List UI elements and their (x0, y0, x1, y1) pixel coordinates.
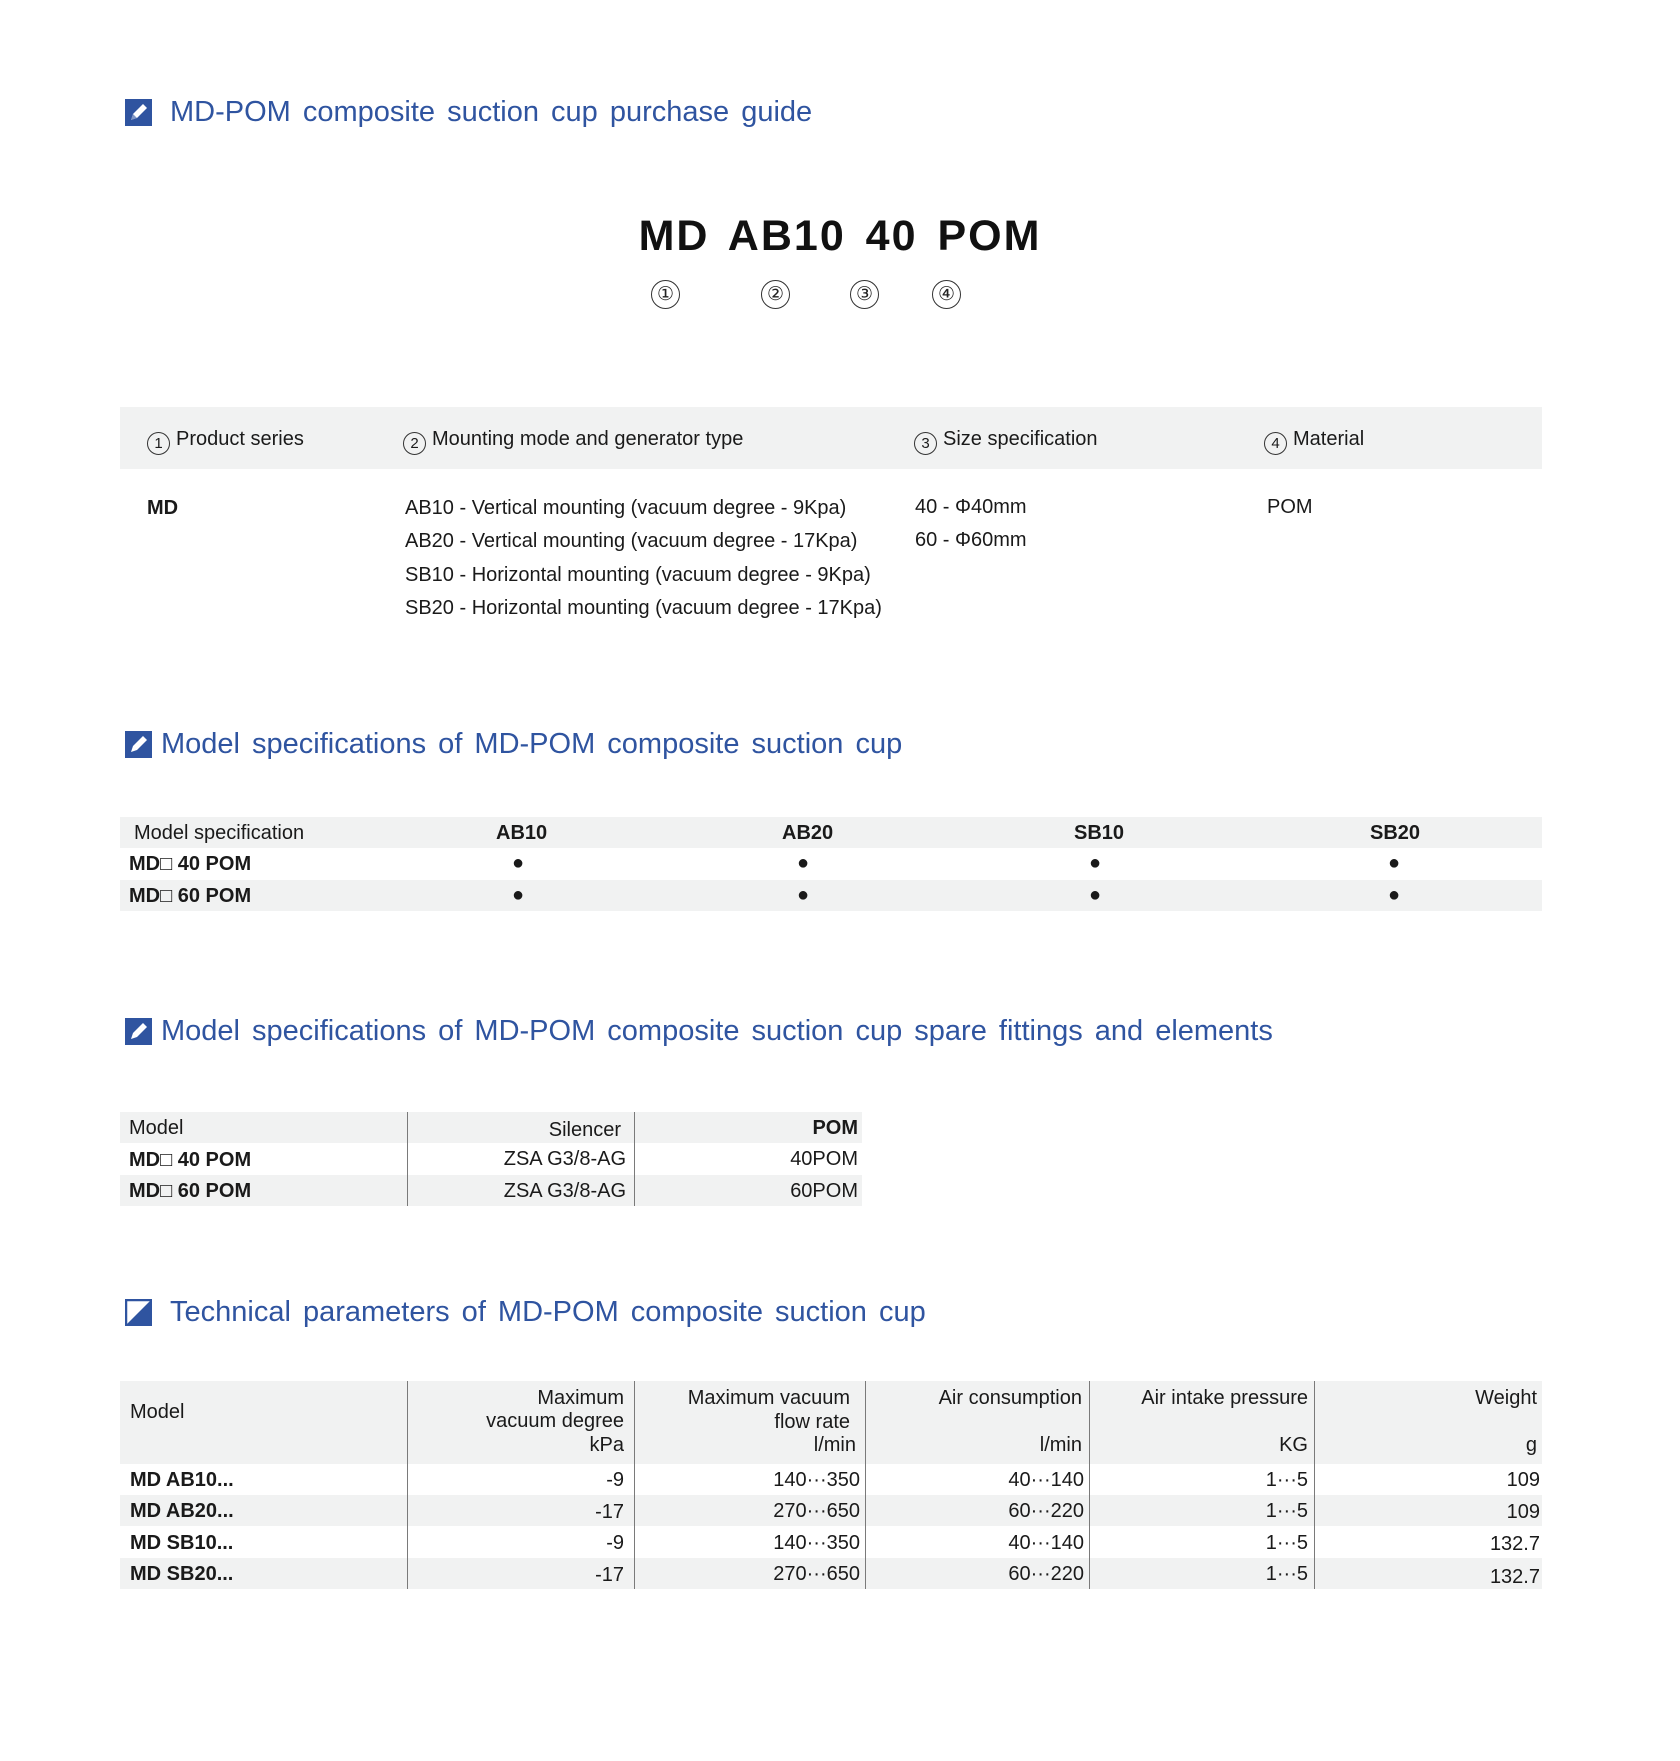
tech-row-3-air: 40···140 (1008, 1532, 1084, 1554)
tech-header-pressure-l1: Air intake pressure (1141, 1387, 1308, 1409)
fittings-header-pom: POM (812, 1117, 858, 1139)
edit-icon (125, 1299, 152, 1326)
guide-size-2: 60 - Φ60mm (915, 529, 1027, 551)
tech-divider-3 (865, 1381, 866, 1589)
heading-text: MD-POM composite suction cup purchase guide (170, 95, 813, 128)
fittings-header-row (120, 1112, 862, 1143)
section-heading-tech (125, 1292, 926, 1332)
model-row-1-ab10-mark: ● (512, 852, 525, 874)
edit-icon (125, 99, 152, 126)
guide-mounting-4: SB20 - Horizontal mounting (vacuum degree - 17Kpa) (405, 597, 882, 619)
tech-row-4-weight: 132.7 (1489, 1566, 1540, 1588)
tech-header-pressure-unit: KG (1279, 1434, 1308, 1456)
fittings-row-2-silencer: ZSA G3/8-AG (503, 1180, 626, 1202)
tech-row-2-model: MD AB20... (130, 1500, 234, 1522)
guide-mounting-1: AB10 - Vertical mounting (vacuum degree - 9Kpa) (405, 497, 847, 519)
section-heading-fittings (125, 1011, 1273, 1051)
fittings-row-1-model: MD□ 40 POM (129, 1149, 252, 1171)
model-row-1-label: MD□ 40 POM (129, 853, 252, 875)
section-heading-model-spec (125, 724, 902, 764)
tech-row-3-model: MD SB10... (130, 1532, 234, 1554)
model-table-row-band (120, 880, 1542, 911)
fittings-divider-2 (634, 1112, 635, 1206)
model-col-ab10: AB10 (496, 822, 548, 844)
model-row-2-ab10-mark: ● (512, 884, 525, 906)
model-row-1-ab20-mark: ● (797, 852, 810, 874)
model-col-ab20: AB20 (782, 822, 834, 844)
tech-row-1-press: 1···5 (1265, 1469, 1308, 1491)
fittings-row-1-pom: 40POM (790, 1148, 858, 1170)
tech-row-2-vac: -17 (595, 1501, 624, 1523)
tech-header-weight-unit: g (1525, 1434, 1537, 1456)
tech-row-4-vac: -17 (595, 1564, 624, 1586)
tech-row-2-air: 60···220 (1008, 1500, 1084, 1522)
tech-row-2-press: 1···5 (1265, 1500, 1308, 1522)
model-row-2-sb20-mark: ● (1388, 884, 1401, 906)
heading-text: Model specifications of MD-POM composite suction cup spare fittings and elements (161, 1014, 1273, 1047)
guide-material-value: POM (1267, 496, 1313, 518)
tech-row-3-weight: 132.7 (1489, 1533, 1540, 1555)
code-marker-4: ④ (932, 280, 961, 309)
section-heading-guide (125, 92, 812, 132)
edit-icon (125, 731, 152, 758)
guide-header-size: 3 Size specification (914, 428, 1098, 455)
guide-mounting-3: SB10 - Horizontal mounting (vacuum degree - 9Kpa) (405, 564, 871, 586)
tech-header-vacuum-l2: vacuum degree (486, 1410, 624, 1432)
code-marker-2: ② (761, 280, 790, 309)
guide-size-1: 40 - Φ40mm (915, 496, 1027, 518)
model-row-1-sb10-mark: ● (1089, 852, 1102, 874)
tech-header-air-unit: l/min (1039, 1434, 1082, 1456)
guide-header-material: 4 Material (1264, 428, 1364, 455)
model-code: MD AB10 40 POM (638, 212, 1042, 260)
model-header-label: Model specification (134, 822, 305, 844)
fittings-row-2-model: MD□ 60 POM (129, 1180, 252, 1202)
guide-mounting-2: AB20 - Vertical mounting (vacuum degree - 17Kpa) (405, 530, 858, 552)
heading-text: Technical parameters of MD-POM composite suction cup (170, 1295, 926, 1328)
tech-row-4-model: MD SB20... (130, 1563, 234, 1585)
model-col-sb10: SB10 (1074, 822, 1125, 844)
code-marker-3: ③ (850, 280, 879, 309)
model-row-2-label: MD□ 60 POM (129, 885, 252, 907)
fittings-row-1-silencer: ZSA G3/8-AG (503, 1148, 626, 1170)
heading-text: Model specifications of MD-POM composite suction cup (161, 727, 903, 760)
code-marker-1: ① (651, 280, 680, 309)
tech-header-flow-l2: flow rate (774, 1411, 850, 1433)
tech-divider-4 (1089, 1381, 1090, 1589)
model-col-sb20: SB20 (1370, 822, 1421, 844)
tech-header-air-l1: Air consumption (938, 1387, 1082, 1409)
tech-row-4-air: 60···220 (1008, 1563, 1084, 1585)
tech-row-3-flow: 140···350 (773, 1532, 860, 1554)
fittings-header-model: Model (129, 1117, 184, 1139)
tech-row-1-weight: 109 (1506, 1469, 1540, 1491)
tech-header-model: Model (130, 1401, 185, 1423)
tech-divider-1 (407, 1381, 408, 1589)
guide-header-mounting: 2 Mounting mode and generator type (403, 428, 743, 455)
tech-row-2-weight: 109 (1506, 1501, 1540, 1523)
tech-divider-2 (634, 1381, 635, 1589)
tech-divider-5 (1314, 1381, 1315, 1589)
tech-header-vacuum-l1: Maximum (537, 1387, 624, 1409)
tech-header-flow-unit: l/min (813, 1434, 856, 1456)
model-row-1-sb20-mark: ● (1388, 852, 1401, 874)
guide-series-value: MD (147, 497, 179, 519)
tech-row-1-air: 40···140 (1008, 1469, 1084, 1491)
model-row-2-sb10-mark: ● (1089, 884, 1102, 906)
tech-row-3-vac: -9 (606, 1532, 624, 1554)
edit-icon (125, 1018, 152, 1045)
tech-row-4-flow: 270···650 (773, 1563, 860, 1585)
guide-header-series: 1 Product series (147, 428, 304, 455)
model-row-2-ab20-mark: ● (797, 884, 810, 906)
tech-row-4-press: 1···5 (1265, 1563, 1308, 1585)
tech-header-flow-l1: Maximum vacuum (687, 1387, 850, 1409)
fittings-row-2-pom: 60POM (790, 1180, 858, 1202)
tech-header-vacuum-unit: kPa (589, 1434, 624, 1456)
tech-row-1-model: MD AB10... (130, 1469, 234, 1491)
tech-row-1-vac: -9 (606, 1469, 624, 1491)
tech-row-3-press: 1···5 (1265, 1532, 1308, 1554)
tech-row-2-flow: 270···650 (773, 1500, 860, 1522)
fittings-divider-1 (407, 1112, 408, 1206)
fittings-header-silencer: Silencer (548, 1119, 621, 1141)
tech-header-weight-l1: Weight (1475, 1387, 1537, 1409)
tech-row-1-flow: 140···350 (773, 1469, 860, 1491)
